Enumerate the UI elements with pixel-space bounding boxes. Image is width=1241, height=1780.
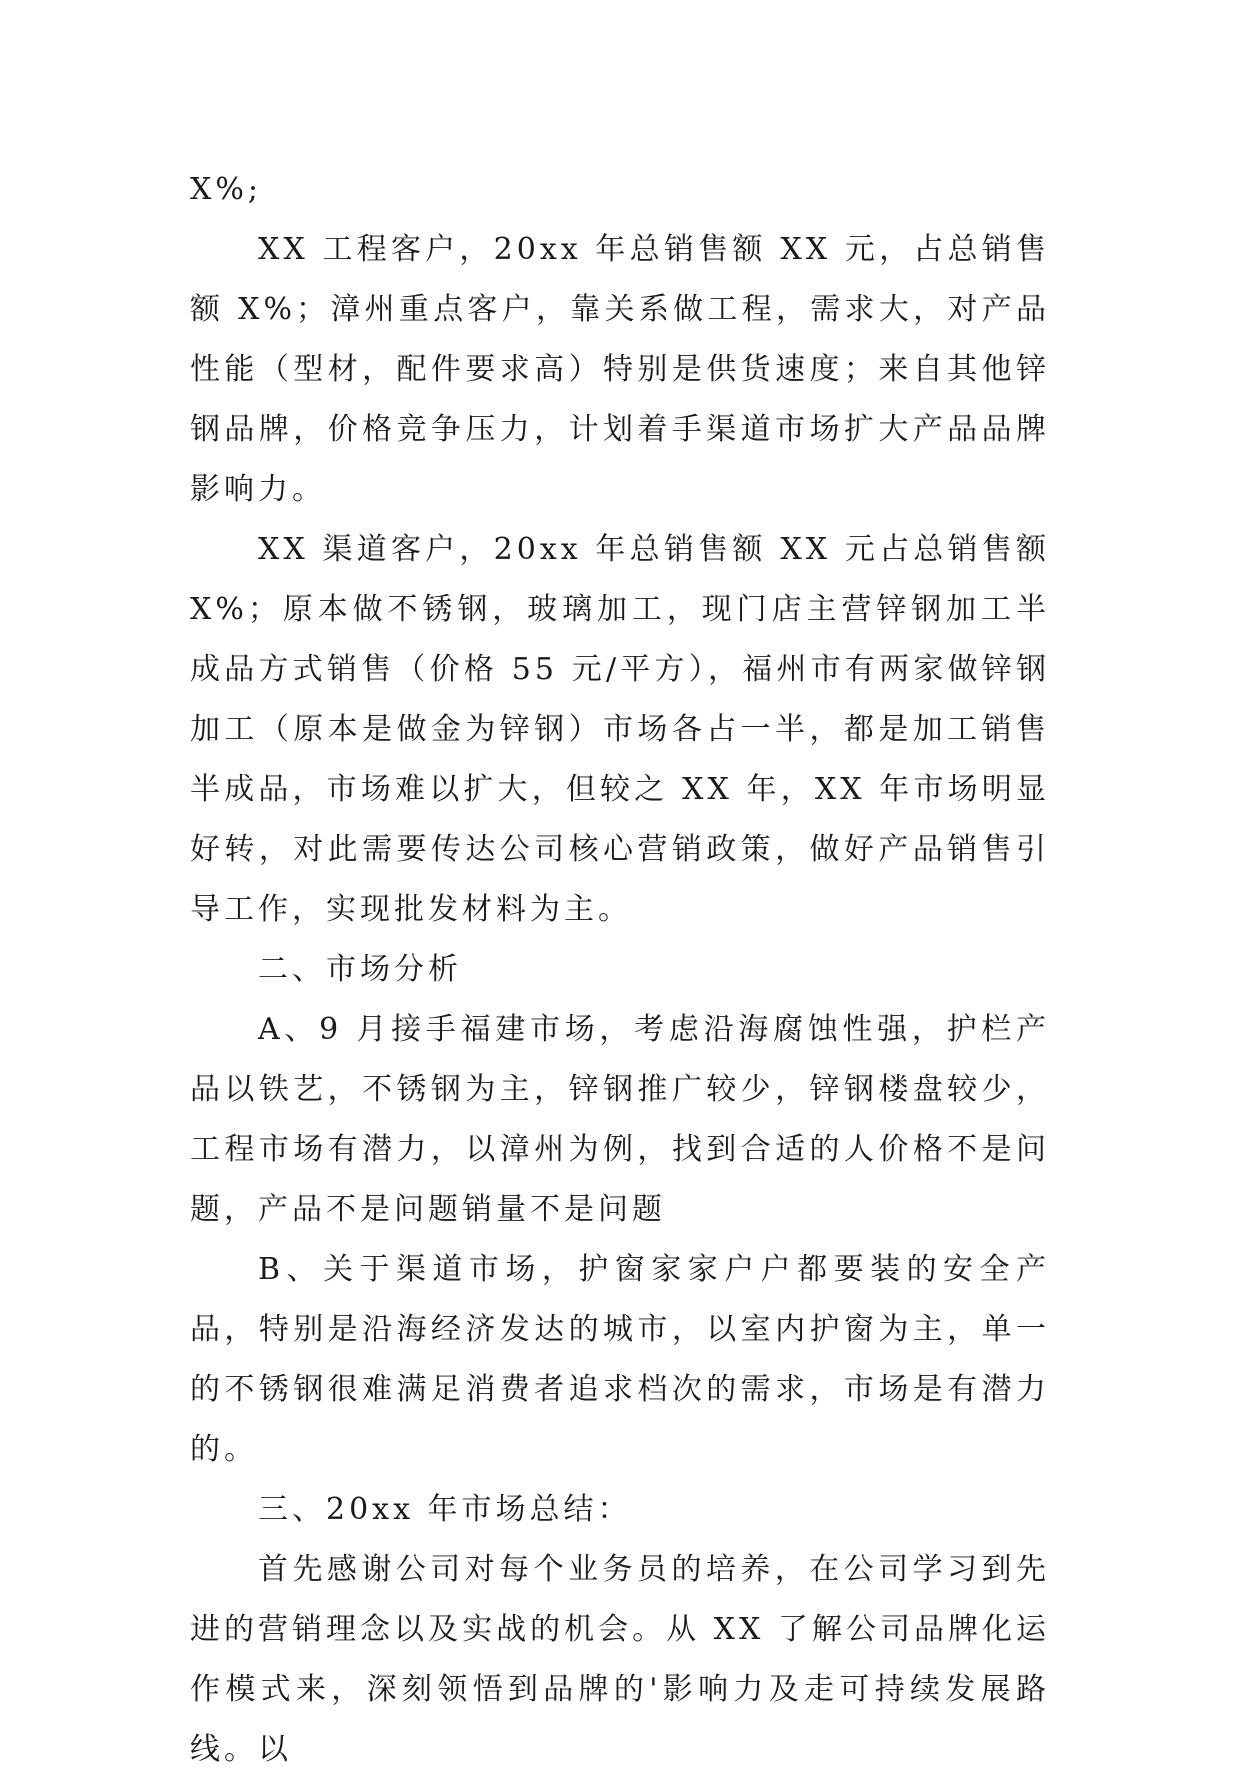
paragraph-continuation: X%; <box>190 172 262 207</box>
paragraph-analysis-b: B、关于渠道市场，护窗家家户户都要装的安全产品，特别是沿海经济发达的城市，以室内护窗为主，单一的不锈钢很难满足消费者追求档次的需求，市场是有潜力的。 <box>190 1252 1050 1467</box>
section-heading-market-summary: 三、20xx 年市场总结： <box>258 1492 632 1527</box>
paragraph-analysis-a: A、9 月接手福建市场，考虑沿海腐蚀性强，护栏产品以铁艺，不锈钢为主，锌钢推广较少，锌钢楼盘较少，工程市场有潜力，以漳州为例，找到合适的人价格不是问题，产品不是问题销量不是问题 <box>190 1012 1050 1227</box>
section-heading-market-analysis: 二、市场分析 <box>258 952 462 987</box>
document-body <box>190 160 1050 1780</box>
paragraph-channel-clients: XX 渠道客户，20xx 年总销售额 XX 元占总销售额 X%；原本做不锈钢，玻璃加工，现门店主营锌钢加工半成品方式销售（价格 55 元/平方），福州市有两家做锌钢加工（原本是做金为锌钢）市场各占一半，都是加工销售半成品，市场难以扩大，但较之 XX 年，XX 年市场明显好转，对此需要传达公司核心营销政策，做好产品销售引导工作，实现批发材料为主。 <box>190 532 1050 927</box>
paragraph-summary: 首先感谢公司对每个业务员的培养，在公司学习到先进的营销理念以及实战的机会。从 XX 了解公司品牌化运作模式来，深刻领悟到品牌的'影响力及走可持续发展路线。以 <box>190 1552 1050 1767</box>
paragraph-engineering-clients: XX 工程客户，20xx 年总销售额 XX 元，占总销售额 X%；漳州重点客户，靠关系做工程，需求大，对产品性能（型材，配件要求高）特别是供货速度；来自其他锌钢品牌，价格竞争压力，计划着手渠道市场扩大产品品牌影响力。 <box>190 232 1050 507</box>
